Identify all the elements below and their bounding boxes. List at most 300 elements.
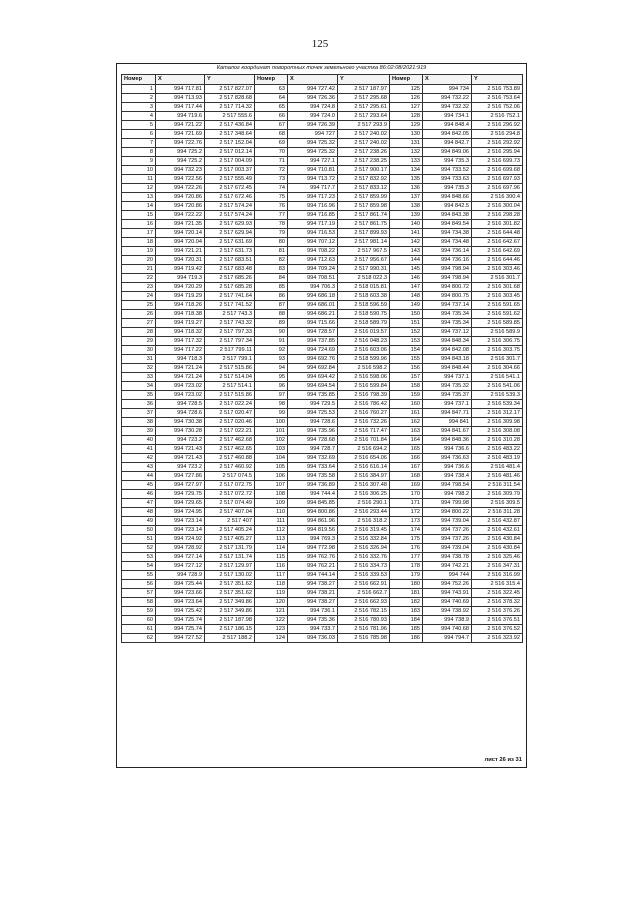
y-coordinate: 2 516 662.7 (338, 588, 390, 597)
point-number: 21 (122, 264, 156, 273)
x-coordinate: 994 733.52 (423, 165, 472, 174)
y-coordinate: 2 516 301.82 (472, 219, 523, 228)
x-coordinate: 994 717.23 (288, 192, 338, 201)
y-coordinate: 2 516 319.45 (338, 525, 390, 534)
point-number: 158 (390, 381, 423, 390)
y-coordinate: 2 516 752.06 (472, 102, 523, 111)
x-coordinate: 994 720.14 (156, 228, 205, 237)
table-row (122, 183, 523, 192)
point-number: 156 (390, 363, 423, 372)
x-coordinate: 994 737.26 (423, 534, 472, 543)
x-coordinate: 994 721.22 (156, 120, 205, 129)
table-row (122, 336, 523, 345)
x-coordinate: 994 736.63 (423, 453, 472, 462)
y-coordinate: 2 516 309.98 (472, 417, 523, 426)
point-number: 30 (122, 345, 156, 354)
point-number: 15 (122, 210, 156, 219)
y-coordinate: 2 516 048.23 (338, 336, 390, 345)
y-coordinate: 2 516 315.4 (472, 579, 523, 588)
table-row (122, 417, 523, 426)
point-number: 129 (390, 120, 423, 129)
x-coordinate: 994 721.35 (156, 219, 205, 228)
point-number: 112 (255, 525, 288, 534)
y-coordinate: 2 517 797.34 (205, 336, 255, 345)
x-coordinate: 994 721.24 (156, 363, 205, 372)
y-coordinate: 2 517 003.37 (205, 165, 255, 174)
x-coordinate: 994 722.56 (156, 174, 205, 183)
x-coordinate: 994 719.29 (156, 291, 205, 300)
y-coordinate: 2 516 312.17 (472, 408, 523, 417)
x-coordinate: 994 736.16 (423, 255, 472, 264)
x-coordinate: 994 734.38 (423, 228, 472, 237)
y-coordinate: 2 517 743.3 (205, 309, 255, 318)
point-number: 33 (122, 372, 156, 381)
point-number: 83 (255, 264, 288, 273)
table-row (122, 606, 523, 615)
point-number: 178 (390, 561, 423, 570)
table-row (122, 300, 523, 309)
point-number: 145 (390, 264, 423, 273)
point-number: 57 (122, 588, 156, 597)
y-coordinate: 2 516 760.27 (338, 408, 390, 417)
x-coordinate: 994 734.48 (423, 237, 472, 246)
y-coordinate: 2 517 348.64 (205, 129, 255, 138)
y-coordinate: 2 516 332.84 (338, 534, 390, 543)
y-coordinate: 2 516 303.75 (472, 345, 523, 354)
x-coordinate: 994 721.21 (156, 246, 205, 255)
point-number: 24 (122, 291, 156, 300)
point-number: 136 (390, 183, 423, 192)
y-coordinate: 2 516 717.47 (338, 426, 390, 435)
x-coordinate: 994 732.23 (156, 165, 205, 174)
y-coordinate: 2 516 290.1 (338, 498, 390, 507)
x-coordinate: 994 737.14 (423, 300, 472, 309)
point-number: 22 (122, 273, 156, 282)
point-number: 113 (255, 534, 288, 543)
y-coordinate: 2 517 152.04 (205, 138, 255, 147)
table-row (122, 93, 523, 102)
x-coordinate: 994 716.96 (288, 201, 338, 210)
x-coordinate: 994 686.01 (288, 300, 338, 309)
y-coordinate: 2 516 308.08 (472, 426, 523, 435)
point-number: 99 (255, 408, 288, 417)
x-coordinate: 994 722.22 (156, 210, 205, 219)
point-number: 12 (122, 183, 156, 192)
point-number: 51 (122, 534, 156, 543)
y-coordinate: 2 517 004.09 (205, 156, 255, 165)
point-number: 168 (390, 471, 423, 480)
table-row (122, 507, 523, 516)
y-coordinate: 2 516 339.53 (338, 570, 390, 579)
point-number: 61 (122, 624, 156, 633)
point-number: 138 (390, 201, 423, 210)
point-number: 56 (122, 579, 156, 588)
y-coordinate: 2 517 351.62 (205, 579, 255, 588)
y-coordinate: 2 516 732.26 (338, 417, 390, 426)
y-coordinate: 2 517 683.51 (205, 255, 255, 264)
x-coordinate: 994 717.44 (156, 102, 205, 111)
header-y: Y (205, 75, 255, 85)
x-coordinate: 994 727.1 (288, 156, 338, 165)
point-number: 135 (390, 174, 423, 183)
point-number: 104 (255, 453, 288, 462)
x-coordinate: 994 730.38 (156, 417, 205, 426)
x-coordinate: 994 717.81 (156, 84, 205, 93)
table-row (122, 102, 523, 111)
y-coordinate: 2 517 672.45 (205, 183, 255, 192)
x-coordinate: 994 728.57 (288, 327, 338, 336)
x-coordinate: 994 723.2 (156, 462, 205, 471)
x-coordinate: 994 692.84 (288, 363, 338, 372)
x-coordinate: 994 800.72 (423, 282, 472, 291)
y-coordinate: 2 517 859.98 (338, 201, 390, 210)
point-number: 146 (390, 273, 423, 282)
y-coordinate: 2 516 481.4 (472, 462, 523, 471)
x-coordinate: 994 715.66 (288, 318, 338, 327)
point-number: 164 (390, 435, 423, 444)
point-number: 162 (390, 417, 423, 426)
table-row (122, 444, 523, 453)
y-coordinate: 2 517 462.68 (205, 435, 255, 444)
y-coordinate: 2 517 514.1 (205, 381, 255, 390)
y-coordinate: 2 516 309.5 (472, 498, 523, 507)
x-coordinate: 994 686.21 (288, 309, 338, 318)
y-coordinate: 2 516 376.26 (472, 606, 523, 615)
x-coordinate: 994 706.3 (288, 282, 338, 291)
header-x: X (423, 75, 472, 85)
x-coordinate: 994 717.7 (288, 183, 338, 192)
point-number: 163 (390, 426, 423, 435)
y-coordinate: 2 517 741.64 (205, 291, 255, 300)
header-number: Номер (122, 75, 156, 85)
point-number: 115 (255, 552, 288, 561)
header-y: Y (472, 75, 523, 85)
table-row (122, 156, 523, 165)
table-row (122, 471, 523, 480)
y-coordinate: 2 516 294.8 (472, 129, 523, 138)
table-row (122, 291, 523, 300)
point-number: 14 (122, 201, 156, 210)
header-x: X (288, 75, 338, 85)
x-coordinate: 994 728.7 (288, 444, 338, 453)
x-coordinate: 994 849.54 (423, 219, 472, 228)
point-number: 142 (390, 237, 423, 246)
point-number: 120 (255, 597, 288, 606)
x-coordinate: 994 725.74 (156, 624, 205, 633)
y-coordinate: 2 517 460.88 (205, 453, 255, 462)
x-coordinate: 994 716.85 (288, 210, 338, 219)
y-coordinate: 2 517 022.21 (205, 426, 255, 435)
table-row (122, 147, 523, 156)
table-row (122, 273, 523, 282)
point-number: 151 (390, 318, 423, 327)
y-coordinate: 2 517 022.24 (205, 399, 255, 408)
y-coordinate: 2 516 785.98 (338, 633, 390, 642)
point-number: 186 (390, 633, 423, 642)
point-number: 180 (390, 579, 423, 588)
point-number: 81 (255, 246, 288, 255)
table-row (122, 129, 523, 138)
point-number: 98 (255, 399, 288, 408)
y-coordinate: 2 516 642.67 (472, 237, 523, 246)
y-coordinate: 2 517 900.17 (338, 165, 390, 174)
point-number: 174 (390, 525, 423, 534)
y-coordinate: 2 517 349.86 (205, 606, 255, 615)
x-coordinate: 994 728.92 (156, 543, 205, 552)
point-number: 134 (390, 165, 423, 174)
point-number: 71 (255, 156, 288, 165)
point-number: 124 (255, 633, 288, 642)
table-row (122, 633, 523, 642)
y-coordinate: 2 516 654.06 (338, 453, 390, 462)
table-row (122, 237, 523, 246)
x-coordinate: 994 735.36 (288, 615, 338, 624)
point-number: 64 (255, 93, 288, 102)
y-coordinate: 2 516 644.48 (472, 228, 523, 237)
x-coordinate: 994 719.27 (156, 318, 205, 327)
table-row (122, 579, 523, 588)
y-coordinate: 2 517 295.61 (338, 102, 390, 111)
y-coordinate: 2 516 662.93 (338, 597, 390, 606)
table-row (122, 453, 523, 462)
table-row (122, 480, 523, 489)
y-coordinate: 2 516 616.14 (338, 462, 390, 471)
point-number: 60 (122, 615, 156, 624)
x-coordinate: 994 718.32 (156, 327, 205, 336)
point-number: 36 (122, 399, 156, 408)
x-coordinate: 994 717.19 (288, 219, 338, 228)
y-coordinate: 2 517 462.65 (205, 444, 255, 453)
y-coordinate: 2 516 300.4 (472, 192, 523, 201)
y-coordinate: 2 517 981.14 (338, 237, 390, 246)
point-number: 131 (390, 138, 423, 147)
table-row (122, 327, 523, 336)
table-row (122, 489, 523, 498)
point-number: 34 (122, 381, 156, 390)
point-number: 19 (122, 246, 156, 255)
point-number: 95 (255, 372, 288, 381)
x-coordinate: 994 798.2 (423, 489, 472, 498)
y-coordinate: 2 516 296.92 (472, 120, 523, 129)
x-coordinate: 994 762.76 (288, 552, 338, 561)
table-row (122, 390, 523, 399)
x-coordinate: 994 729.65 (156, 498, 205, 507)
point-number: 117 (255, 570, 288, 579)
x-coordinate: 994 845.85 (288, 498, 338, 507)
y-coordinate: 2 516 786.42 (338, 399, 390, 408)
y-coordinate: 2 516 752.1 (472, 111, 523, 120)
x-coordinate: 994 725.44 (156, 579, 205, 588)
x-coordinate: 994 724.92 (156, 534, 205, 543)
point-number: 172 (390, 507, 423, 516)
x-coordinate: 994 843.38 (423, 210, 472, 219)
point-number: 52 (122, 543, 156, 552)
point-number: 123 (255, 624, 288, 633)
y-coordinate: 2 516 589.85 (472, 318, 523, 327)
y-coordinate: 2 517 967.5 (338, 246, 390, 255)
y-coordinate: 2 517 407.04 (205, 507, 255, 516)
point-number: 93 (255, 354, 288, 363)
y-coordinate: 2 516 307.48 (338, 480, 390, 489)
point-number: 108 (255, 489, 288, 498)
x-coordinate: 994 724.95 (156, 507, 205, 516)
x-coordinate: 994 707.12 (288, 237, 338, 246)
x-coordinate: 994 727 (288, 129, 338, 138)
y-coordinate: 2 517 293.64 (338, 111, 390, 120)
x-coordinate: 994 735.3 (423, 156, 472, 165)
x-coordinate: 994 723.02 (156, 390, 205, 399)
point-number: 77 (255, 210, 288, 219)
point-number: 43 (122, 462, 156, 471)
y-coordinate: 2 517 629.94 (205, 228, 255, 237)
x-coordinate: 994 736.6 (423, 462, 472, 471)
x-coordinate: 994 719.42 (156, 264, 205, 273)
point-number: 53 (122, 552, 156, 561)
x-coordinate: 994 798.94 (423, 264, 472, 273)
x-coordinate: 994 735.34 (423, 318, 472, 327)
x-coordinate: 994 728.68 (288, 435, 338, 444)
y-coordinate: 2 517 685.28 (205, 282, 255, 291)
y-coordinate: 2 517 555.6 (205, 111, 255, 120)
y-coordinate: 2 517 293.9 (338, 120, 390, 129)
x-coordinate: 994 713.93 (156, 93, 205, 102)
x-coordinate: 994 794.7 (423, 633, 472, 642)
table-row (122, 138, 523, 147)
x-coordinate: 994 848.34 (423, 336, 472, 345)
y-coordinate: 2 516 591.65 (472, 300, 523, 309)
x-coordinate: 994 709.24 (288, 264, 338, 273)
point-number: 70 (255, 147, 288, 156)
point-number: 183 (390, 606, 423, 615)
point-number: 154 (390, 345, 423, 354)
point-number: 166 (390, 453, 423, 462)
point-number: 148 (390, 291, 423, 300)
x-coordinate: 994 720.04 (156, 237, 205, 246)
y-coordinate: 2 516 541.06 (472, 381, 523, 390)
y-coordinate: 2 517 238.25 (338, 156, 390, 165)
point-number: 94 (255, 363, 288, 372)
x-coordinate: 994 729.75 (156, 489, 205, 498)
point-number: 169 (390, 480, 423, 489)
point-number: 44 (122, 471, 156, 480)
y-coordinate: 2 516 306.75 (472, 336, 523, 345)
y-coordinate: 2 517 130.02 (205, 570, 255, 579)
y-coordinate: 2 517 131.74 (205, 552, 255, 561)
y-coordinate: 2 517 827.07 (205, 84, 255, 93)
point-number: 157 (390, 372, 423, 381)
x-coordinate: 994 725.74 (156, 615, 205, 624)
x-coordinate: 994 736.1 (288, 606, 338, 615)
y-coordinate: 2 516 599.84 (338, 381, 390, 390)
x-coordinate: 994 848.44 (423, 363, 472, 372)
x-coordinate: 994 738.4 (423, 471, 472, 480)
x-coordinate: 994 727.52 (156, 633, 205, 642)
table-row (122, 309, 523, 318)
x-coordinate: 994 694.54 (288, 381, 338, 390)
y-coordinate: 2 516 301.7 (472, 354, 523, 363)
y-coordinate: 2 516 539.34 (472, 399, 523, 408)
point-number: 102 (255, 435, 288, 444)
table-row (122, 426, 523, 435)
y-coordinate: 2 516 483.22 (472, 444, 523, 453)
y-coordinate: 2 516 306.25 (338, 489, 390, 498)
y-coordinate: 2 517 012.14 (205, 147, 255, 156)
point-number: 103 (255, 444, 288, 453)
point-number: 170 (390, 489, 423, 498)
point-number: 132 (390, 147, 423, 156)
table-row (122, 624, 523, 633)
table-row (122, 399, 523, 408)
point-number: 137 (390, 192, 423, 201)
x-coordinate: 994 692.76 (288, 354, 338, 363)
y-coordinate: 2 516 699.68 (472, 165, 523, 174)
point-number: 175 (390, 534, 423, 543)
x-coordinate: 994 848.66 (423, 192, 472, 201)
y-coordinate: 2 516 699.73 (472, 156, 523, 165)
point-number: 59 (122, 606, 156, 615)
point-number: 116 (255, 561, 288, 570)
x-coordinate: 994 725.32 (288, 138, 338, 147)
y-coordinate: 2 516 694.2 (338, 444, 390, 453)
x-coordinate: 994 720.86 (156, 192, 205, 201)
header-number: Номер (390, 75, 423, 85)
y-coordinate: 2 517 832.92 (338, 174, 390, 183)
x-coordinate: 994 842.5 (423, 201, 472, 210)
point-number: 38 (122, 417, 156, 426)
x-coordinate: 994 721.43 (156, 453, 205, 462)
y-coordinate: 2 517 741.52 (205, 300, 255, 309)
point-number: 177 (390, 552, 423, 561)
y-coordinate: 2 516 323.92 (472, 633, 523, 642)
point-number: 1 (122, 84, 156, 93)
point-number: 182 (390, 597, 423, 606)
point-number: 122 (255, 615, 288, 624)
point-number: 29 (122, 336, 156, 345)
point-number: 126 (390, 93, 423, 102)
point-number: 88 (255, 309, 288, 318)
y-coordinate: 2 517 460.92 (205, 462, 255, 471)
y-coordinate: 2 517 240.02 (338, 138, 390, 147)
y-coordinate: 2 517 899.93 (338, 228, 390, 237)
y-coordinate: 2 517 351.62 (205, 588, 255, 597)
point-number: 26 (122, 309, 156, 318)
y-coordinate: 2 516 603.06 (338, 345, 390, 354)
point-number: 27 (122, 318, 156, 327)
point-number: 76 (255, 201, 288, 210)
x-coordinate: 994 819.56 (288, 525, 338, 534)
y-coordinate: 2 517 187.98 (205, 615, 255, 624)
y-coordinate: 2 516 378.32 (472, 597, 523, 606)
y-coordinate: 2 516 483.19 (472, 453, 523, 462)
y-coordinate: 2 517 828.68 (205, 93, 255, 102)
y-coordinate: 2 517 799.11 (205, 345, 255, 354)
point-number: 6 (122, 129, 156, 138)
y-coordinate: 2 518 599.96 (338, 354, 390, 363)
y-coordinate: 2 517 186.15 (205, 624, 255, 633)
point-number: 69 (255, 138, 288, 147)
y-coordinate: 2 517 514.04 (205, 372, 255, 381)
x-coordinate: 994 721.43 (156, 444, 205, 453)
point-number: 37 (122, 408, 156, 417)
y-coordinate: 2 517 240.02 (338, 129, 390, 138)
x-coordinate: 994 842.7 (423, 138, 472, 147)
x-coordinate: 994 717.22 (156, 345, 205, 354)
point-number: 23 (122, 282, 156, 291)
y-coordinate: 2 516 753.89 (472, 84, 523, 93)
point-number: 133 (390, 156, 423, 165)
point-number: 16 (122, 219, 156, 228)
y-coordinate: 2 517 629.93 (205, 219, 255, 228)
